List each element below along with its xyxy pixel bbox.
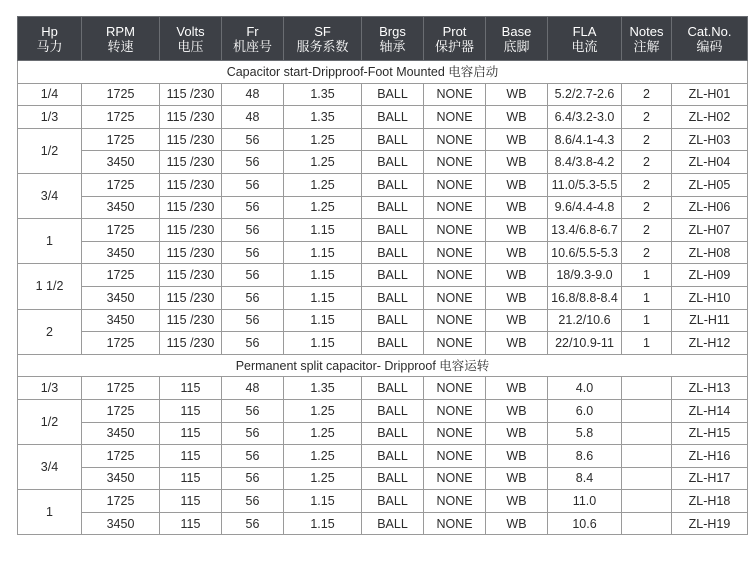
cell-prot: NONE	[424, 286, 486, 309]
cell-base: WB	[486, 490, 548, 513]
cell-notes: 1	[622, 309, 672, 332]
cell-brgs: BALL	[362, 309, 424, 332]
cell-notes	[622, 377, 672, 400]
cell-cat: ZL-H05	[672, 173, 748, 196]
table-row	[18, 309, 748, 332]
cell-brgs: BALL	[362, 151, 424, 174]
table-row	[18, 219, 748, 242]
cell-fr: 56	[222, 422, 284, 445]
cell-notes: 2	[622, 106, 672, 129]
cell-rpm: 1725	[82, 445, 160, 468]
cell-fr: 56	[222, 173, 284, 196]
cell-fr: 56	[222, 219, 284, 242]
cell-cat: ZL-H15	[672, 422, 748, 445]
cell-volts: 115 /230	[160, 332, 222, 355]
cell-cat: ZL-H13	[672, 377, 748, 400]
column-header-en: Base	[501, 23, 532, 39]
cell-volts: 115 /230	[160, 286, 222, 309]
section-title-row	[18, 354, 748, 377]
cell-cat: ZL-H03	[672, 128, 748, 151]
cell-base: WB	[486, 106, 548, 129]
cell-cat: ZL-H14	[672, 399, 748, 422]
column-header-en: Prot	[442, 23, 467, 39]
cell-rpm: 1725	[82, 83, 160, 106]
cell-fla: 18/9.3-9.0	[548, 264, 622, 287]
cell-fla: 6.4/3.2-3.0	[548, 106, 622, 129]
cell-fr: 56	[222, 445, 284, 468]
motor-spec-table	[17, 16, 748, 535]
cell-fr: 56	[222, 264, 284, 287]
cell-base: WB	[486, 151, 548, 174]
cell-rpm: 1725	[82, 173, 160, 196]
cell-volts: 115	[160, 422, 222, 445]
cell-volts: 115 /230	[160, 151, 222, 174]
column-header-en: SF	[314, 23, 331, 39]
column-header-en: Fr	[246, 23, 259, 39]
cell-hp: 1/2	[18, 128, 82, 173]
column-header-en: Cat.No.	[687, 23, 732, 39]
cell-fla: 4.0	[548, 377, 622, 400]
cell-volts: 115	[160, 399, 222, 422]
cell-sf: 1.15	[284, 332, 362, 355]
column-header-cn: 保护器	[434, 38, 474, 54]
cell-fla: 6.0	[548, 399, 622, 422]
cell-notes: 1	[622, 332, 672, 355]
cell-cat: ZL-H10	[672, 286, 748, 309]
column-header-hp	[18, 17, 82, 61]
cell-base: WB	[486, 467, 548, 490]
cell-volts: 115 /230	[160, 83, 222, 106]
cell-base: WB	[486, 422, 548, 445]
cell-notes	[622, 467, 672, 490]
cell-sf: 1.15	[284, 219, 362, 242]
cell-sf: 1.25	[284, 196, 362, 219]
cell-rpm: 3450	[82, 241, 160, 264]
cell-fr: 56	[222, 490, 284, 513]
column-header-base	[486, 17, 548, 61]
cell-cat: ZL-H12	[672, 332, 748, 355]
cell-fla: 22/10.9-11	[548, 332, 622, 355]
cell-base: WB	[486, 241, 548, 264]
cell-sf: 1.25	[284, 128, 362, 151]
cell-volts: 115 /230	[160, 173, 222, 196]
column-header-cn: 注解	[633, 38, 660, 54]
header-row	[18, 17, 748, 61]
cell-sf: 1.35	[284, 377, 362, 400]
cell-notes: 2	[622, 241, 672, 264]
column-header-en: RPM	[106, 23, 135, 39]
table-row	[18, 286, 748, 309]
cell-notes	[622, 445, 672, 468]
column-header-brgs	[362, 17, 424, 61]
cell-sf: 1.15	[284, 309, 362, 332]
cell-fla: 10.6/5.5-5.3	[548, 241, 622, 264]
cell-cat: ZL-H07	[672, 219, 748, 242]
cell-brgs: BALL	[362, 106, 424, 129]
cell-prot: NONE	[424, 309, 486, 332]
cell-rpm: 3450	[82, 286, 160, 309]
cell-notes: 2	[622, 173, 672, 196]
column-header-prot	[424, 17, 486, 61]
cell-hp: 3/4	[18, 445, 82, 490]
table-row	[18, 264, 748, 287]
cell-notes	[622, 490, 672, 513]
cell-sf: 1.15	[284, 490, 362, 513]
cell-rpm: 1725	[82, 106, 160, 129]
cell-notes	[622, 512, 672, 535]
column-header-cn: 编码	[696, 38, 723, 54]
cell-cat: ZL-H04	[672, 151, 748, 174]
cell-rpm: 1725	[82, 219, 160, 242]
cell-base: WB	[486, 286, 548, 309]
cell-fla: 5.8	[548, 422, 622, 445]
cell-brgs: BALL	[362, 377, 424, 400]
cell-fla: 8.6/4.1-4.3	[548, 128, 622, 151]
cell-prot: NONE	[424, 377, 486, 400]
cell-volts: 115 /230	[160, 106, 222, 129]
table-row	[18, 445, 748, 468]
cell-volts: 115 /230	[160, 309, 222, 332]
cell-notes	[622, 422, 672, 445]
section-title-text: Capacitor start-Dripproof-Foot Mounted 电容启动	[226, 64, 499, 79]
cell-fr: 56	[222, 286, 284, 309]
cell-brgs: BALL	[362, 286, 424, 309]
cell-rpm: 3450	[82, 196, 160, 219]
cell-cat: ZL-H19	[672, 512, 748, 535]
cell-sf: 1.25	[284, 422, 362, 445]
column-header-cn: 电压	[177, 38, 204, 54]
table-row	[18, 106, 748, 129]
section-title	[18, 61, 748, 84]
column-header-cn: 电流	[571, 38, 598, 54]
cell-hp: 1	[18, 219, 82, 264]
cell-volts: 115 /230	[160, 219, 222, 242]
cell-hp: 1/2	[18, 399, 82, 444]
cell-brgs: BALL	[362, 128, 424, 151]
cell-fr: 56	[222, 332, 284, 355]
section-title-text: Permanent split capacitor- Dripproof 电容运转	[235, 358, 490, 373]
cell-notes: 1	[622, 286, 672, 309]
cell-prot: NONE	[424, 512, 486, 535]
cell-notes: 2	[622, 196, 672, 219]
cell-sf: 1.25	[284, 467, 362, 490]
cell-brgs: BALL	[362, 332, 424, 355]
cell-sf: 1.35	[284, 106, 362, 129]
cell-sf: 1.15	[284, 264, 362, 287]
cell-cat: ZL-H02	[672, 106, 748, 129]
cell-sf: 1.25	[284, 151, 362, 174]
column-header-cn: 底脚	[503, 38, 530, 54]
cell-prot: NONE	[424, 490, 486, 513]
cell-volts: 115 /230	[160, 128, 222, 151]
column-header-cn: 马力	[36, 38, 63, 54]
cell-cat: ZL-H18	[672, 490, 748, 513]
cell-hp: 1/4	[18, 83, 82, 106]
cell-prot: NONE	[424, 467, 486, 490]
cell-fr: 48	[222, 83, 284, 106]
cell-prot: NONE	[424, 219, 486, 242]
cell-volts: 115 /230	[160, 264, 222, 287]
cell-rpm: 1725	[82, 128, 160, 151]
column-header-notes	[622, 17, 672, 61]
column-header-en: Notes	[629, 23, 664, 39]
cell-rpm: 1725	[82, 332, 160, 355]
cell-fr: 56	[222, 128, 284, 151]
cell-brgs: BALL	[362, 512, 424, 535]
cell-volts: 115	[160, 445, 222, 468]
cell-sf: 1.35	[284, 83, 362, 106]
column-header-cn: 轴承	[379, 38, 406, 54]
cell-base: WB	[486, 196, 548, 219]
cell-rpm: 3450	[82, 151, 160, 174]
cell-rpm: 1725	[82, 399, 160, 422]
cell-brgs: BALL	[362, 490, 424, 513]
cell-cat: ZL-H06	[672, 196, 748, 219]
cell-prot: NONE	[424, 399, 486, 422]
cell-fla: 11.0/5.3-5.5	[548, 173, 622, 196]
section-title	[18, 354, 748, 377]
cell-sf: 1.15	[284, 241, 362, 264]
cell-fr: 56	[222, 151, 284, 174]
cell-brgs: BALL	[362, 83, 424, 106]
table-row	[18, 196, 748, 219]
cell-fla: 10.6	[548, 512, 622, 535]
column-header-cn: 机座号	[232, 38, 272, 54]
column-header-fla	[548, 17, 622, 61]
table-row	[18, 173, 748, 196]
cell-fr: 56	[222, 512, 284, 535]
cell-fla: 16.8/8.8-8.4	[548, 286, 622, 309]
cell-rpm: 3450	[82, 512, 160, 535]
cell-notes: 2	[622, 151, 672, 174]
cell-brgs: BALL	[362, 445, 424, 468]
cell-prot: NONE	[424, 83, 486, 106]
cell-cat: ZL-H09	[672, 264, 748, 287]
cell-brgs: BALL	[362, 399, 424, 422]
column-header-en: Hp	[41, 23, 58, 39]
cell-brgs: BALL	[362, 467, 424, 490]
cell-prot: NONE	[424, 422, 486, 445]
cell-volts: 115	[160, 467, 222, 490]
cell-hp: 2	[18, 309, 82, 354]
cell-base: WB	[486, 309, 548, 332]
cell-volts: 115	[160, 512, 222, 535]
cell-prot: NONE	[424, 106, 486, 129]
cell-prot: NONE	[424, 173, 486, 196]
cell-base: WB	[486, 128, 548, 151]
cell-base: WB	[486, 332, 548, 355]
cell-fla: 8.6	[548, 445, 622, 468]
column-header-cn: 服务系数	[296, 38, 349, 54]
cell-brgs: BALL	[362, 241, 424, 264]
cell-base: WB	[486, 83, 548, 106]
cell-notes	[622, 399, 672, 422]
cell-cat: ZL-H17	[672, 467, 748, 490]
cell-fla: 8.4	[548, 467, 622, 490]
column-header-cat-no	[672, 17, 748, 61]
cell-cat: ZL-H01	[672, 83, 748, 106]
cell-fr: 56	[222, 467, 284, 490]
cell-notes: 1	[622, 264, 672, 287]
cell-volts: 115	[160, 490, 222, 513]
cell-fr: 56	[222, 309, 284, 332]
cell-fla: 11.0	[548, 490, 622, 513]
cell-fla: 5.2/2.7-2.6	[548, 83, 622, 106]
cell-base: WB	[486, 399, 548, 422]
cell-prot: NONE	[424, 151, 486, 174]
cell-base: WB	[486, 219, 548, 242]
table-row	[18, 83, 748, 106]
table-row	[18, 490, 748, 513]
cell-brgs: BALL	[362, 173, 424, 196]
cell-prot: NONE	[424, 241, 486, 264]
cell-prot: NONE	[424, 196, 486, 219]
table-row	[18, 151, 748, 174]
cell-notes: 2	[622, 219, 672, 242]
column-header-fr	[222, 17, 284, 61]
cell-fr: 48	[222, 106, 284, 129]
table-row	[18, 241, 748, 264]
cell-volts: 115 /230	[160, 196, 222, 219]
column-header-en: FLA	[572, 23, 597, 39]
table-body	[18, 61, 748, 535]
cell-sf: 1.25	[284, 445, 362, 468]
cell-sf: 1.25	[284, 173, 362, 196]
cell-fr: 56	[222, 196, 284, 219]
column-header-sf	[284, 17, 362, 61]
table-row	[18, 332, 748, 355]
cell-hp: 3/4	[18, 173, 82, 218]
cell-brgs: BALL	[362, 219, 424, 242]
cell-rpm: 3450	[82, 309, 160, 332]
table-row	[18, 128, 748, 151]
cell-fr: 56	[222, 399, 284, 422]
cell-fla: 8.4/3.8-4.2	[548, 151, 622, 174]
cell-cat: ZL-H16	[672, 445, 748, 468]
cell-fla: 9.6/4.4-4.8	[548, 196, 622, 219]
cell-base: WB	[486, 445, 548, 468]
table-row	[18, 377, 748, 400]
column-header-volts	[160, 17, 222, 61]
table-row	[18, 399, 748, 422]
cell-fr: 56	[222, 241, 284, 264]
cell-rpm: 1725	[82, 264, 160, 287]
cell-fla: 21.2/10.6	[548, 309, 622, 332]
column-header-en: Brgs	[379, 23, 406, 39]
motor-spec-table-container	[17, 16, 732, 535]
table-header	[18, 17, 748, 61]
cell-brgs: BALL	[362, 196, 424, 219]
cell-brgs: BALL	[362, 422, 424, 445]
cell-sf: 1.25	[284, 399, 362, 422]
cell-base: WB	[486, 377, 548, 400]
cell-prot: NONE	[424, 445, 486, 468]
cell-hp: 1/3	[18, 377, 82, 400]
cell-notes: 2	[622, 83, 672, 106]
table-row	[18, 512, 748, 535]
cell-rpm: 1725	[82, 490, 160, 513]
column-header-rpm	[82, 17, 160, 61]
cell-rpm: 3450	[82, 422, 160, 445]
cell-hp: 1	[18, 490, 82, 535]
cell-prot: NONE	[424, 264, 486, 287]
cell-volts: 115	[160, 377, 222, 400]
column-header-cn: 转速	[107, 38, 134, 54]
cell-rpm: 1725	[82, 377, 160, 400]
cell-base: WB	[486, 173, 548, 196]
cell-rpm: 3450	[82, 467, 160, 490]
cell-fr: 48	[222, 377, 284, 400]
cell-cat: ZL-H11	[672, 309, 748, 332]
cell-notes: 2	[622, 128, 672, 151]
cell-prot: NONE	[424, 332, 486, 355]
cell-prot: NONE	[424, 128, 486, 151]
cell-hp: 1 1/2	[18, 264, 82, 309]
cell-base: WB	[486, 264, 548, 287]
cell-sf: 1.15	[284, 286, 362, 309]
cell-volts: 115 /230	[160, 241, 222, 264]
cell-hp: 1/3	[18, 106, 82, 129]
table-row	[18, 422, 748, 445]
cell-base: WB	[486, 512, 548, 535]
table-row	[18, 467, 748, 490]
cell-fla: 13.4/6.8-6.7	[548, 219, 622, 242]
cell-sf: 1.15	[284, 512, 362, 535]
section-title-row	[18, 61, 748, 84]
column-header-en: Volts	[176, 23, 205, 39]
cell-brgs: BALL	[362, 264, 424, 287]
cell-cat: ZL-H08	[672, 241, 748, 264]
